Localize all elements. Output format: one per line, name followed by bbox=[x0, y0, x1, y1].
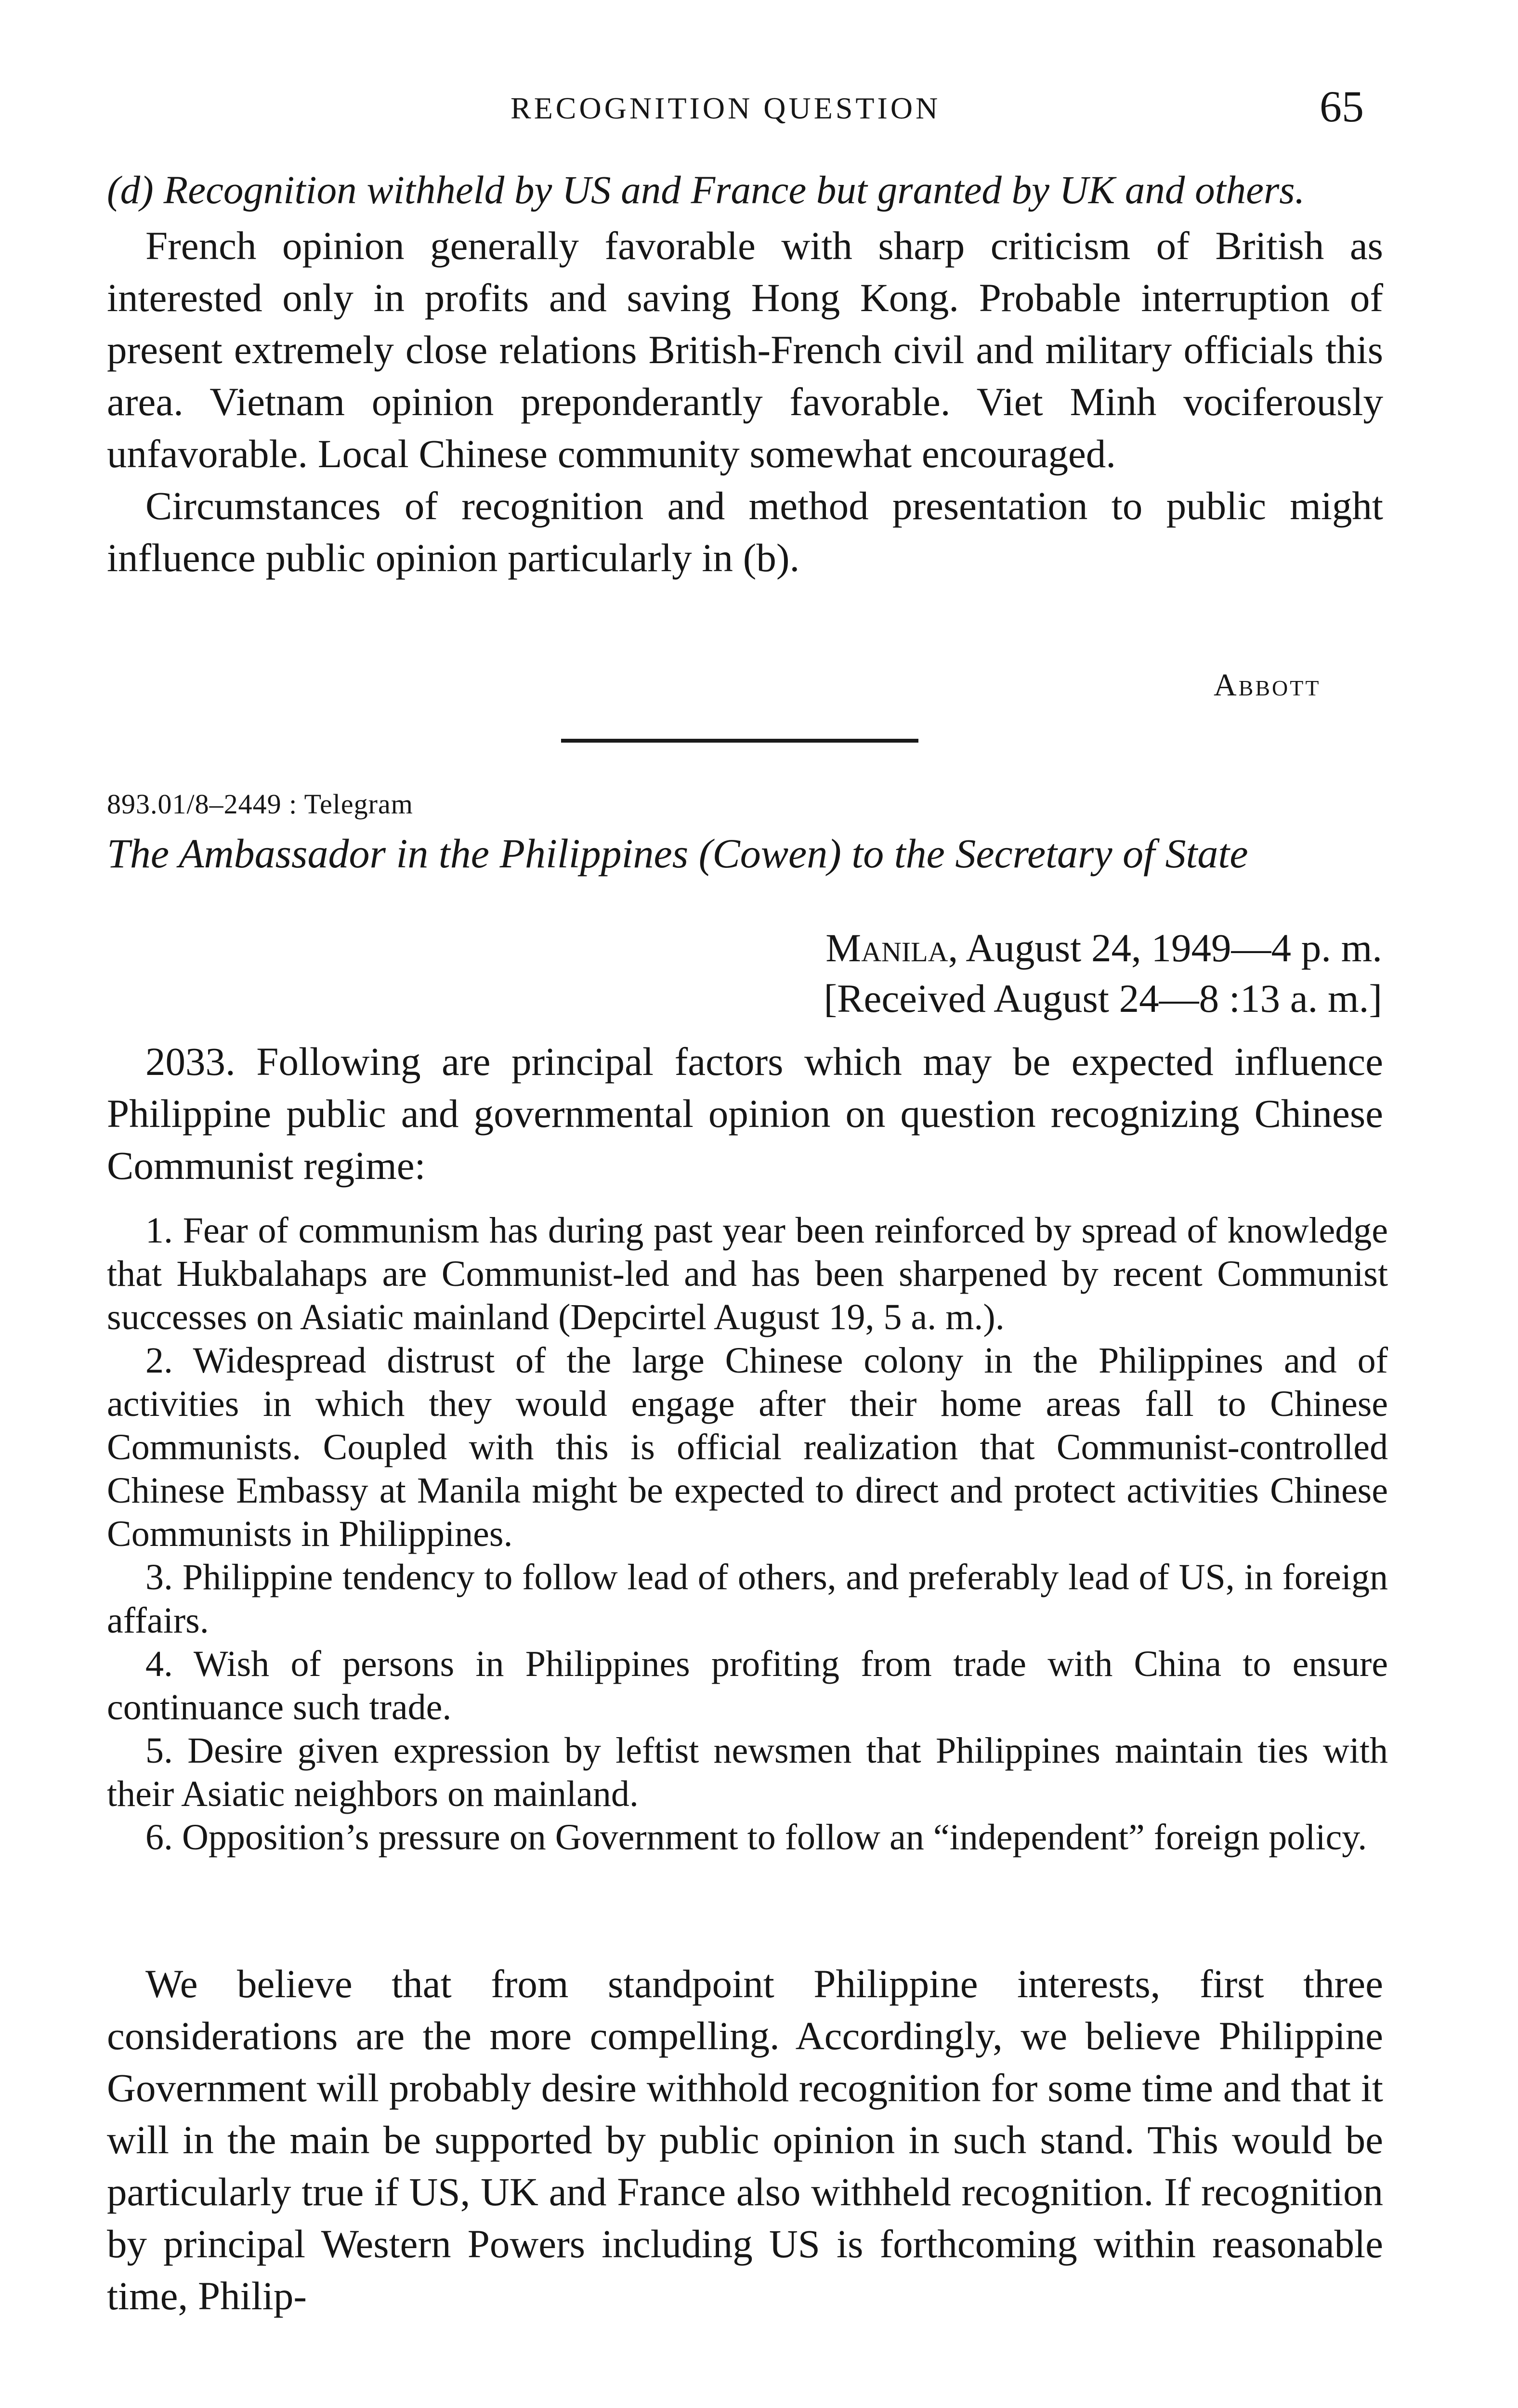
conclusion bbox=[107, 1958, 1383, 2322]
section-divider bbox=[561, 739, 918, 743]
received-line: [Received August 24—8 :13 a. m.] bbox=[824, 976, 1382, 1021]
paragraph: 2033. Following are principal factors which may be expected influence Philippine public and governmental opinion on question recognizing Chinese Communist regime: bbox=[107, 1039, 1383, 1188]
list-item: 4. Wish of persons in Philippines profiting from trade with China to ensure continuance such trade. bbox=[107, 1644, 1388, 1727]
factors-list bbox=[107, 1209, 1388, 1859]
paragraph: Circumstances of recognition and method presentation to public might influence public opinion particularly in (b). bbox=[107, 484, 1383, 580]
document-title: The Ambassador in the Philippines (Cowen) to the Secretary of State bbox=[107, 830, 1248, 877]
paragraph: French opinion generally favorable with sharp criticism of British as interested only in profits and saving Hong Kong. Probable interruption of present extremely close relations British-French civil and military officials this area. Vietnam opinion preponderantly favorable. Viet Minh vociferously unfavorable. Local Chinese community somewhat encouraged. bbox=[107, 223, 1383, 476]
signature: Abbott bbox=[1214, 667, 1321, 703]
list-item: 2. Widespread distrust of the large Chinese colony in the Philippines and of activities in which they would engage after their home areas fall to Chinese Communists. Coupled with this is official realization that Communist-controlled Chinese Embassy at Manila might be expected to direct and protect activities Chinese Communists in Philippines. bbox=[107, 1340, 1388, 1554]
page-number: 65 bbox=[1320, 82, 1364, 131]
page-header bbox=[0, 81, 1518, 134]
file-number: 893.01/8–2449 : Telegram bbox=[107, 788, 413, 820]
dateline-place: Manila, bbox=[825, 926, 958, 970]
list-item: 5. Desire given expression by leftist newsmen that Philippines maintain ties with their Asiatic neighbors on mainland. bbox=[107, 1730, 1388, 1814]
list-item: 6. Opposition’s pressure on Government to follow an “independent” foreign policy. bbox=[145, 1817, 1367, 1858]
telegram-intro bbox=[107, 1035, 1383, 1191]
paragraph: We believe that from standpoint Philippine interests, first three considerations are the more compelling. Accordingly, we believe Philippine Government will probably desire withhold recognition for some time and that it will in the main be supported by public opinion in such stand. This would be particularly true if US, UK and France also withheld recognition. If recognition by principal Western Powers including US is forthcoming within reasonable time, Philip- bbox=[107, 1962, 1383, 2318]
dateline bbox=[722, 925, 1382, 971]
section-d bbox=[107, 164, 1383, 584]
dateline-date: August 24, 1949—4 p. m. bbox=[958, 926, 1382, 970]
list-item: 1. Fear of communism has during past year been reinforced by spread of knowledge that Hukbalahaps are Communist-led and has been sharpened by recent Communist successes on Asiatic mainland (Depcirtel August 19, 5 a. m.). bbox=[107, 1210, 1388, 1337]
list-item: 3. Philippine tendency to follow lead of others, and preferably lead of US, in foreign affairs. bbox=[107, 1557, 1388, 1641]
section-heading: (d) Recognition withheld by US and France but granted by UK and others. bbox=[107, 168, 1305, 212]
running-title: RECOGNITION QUESTION bbox=[510, 91, 941, 125]
